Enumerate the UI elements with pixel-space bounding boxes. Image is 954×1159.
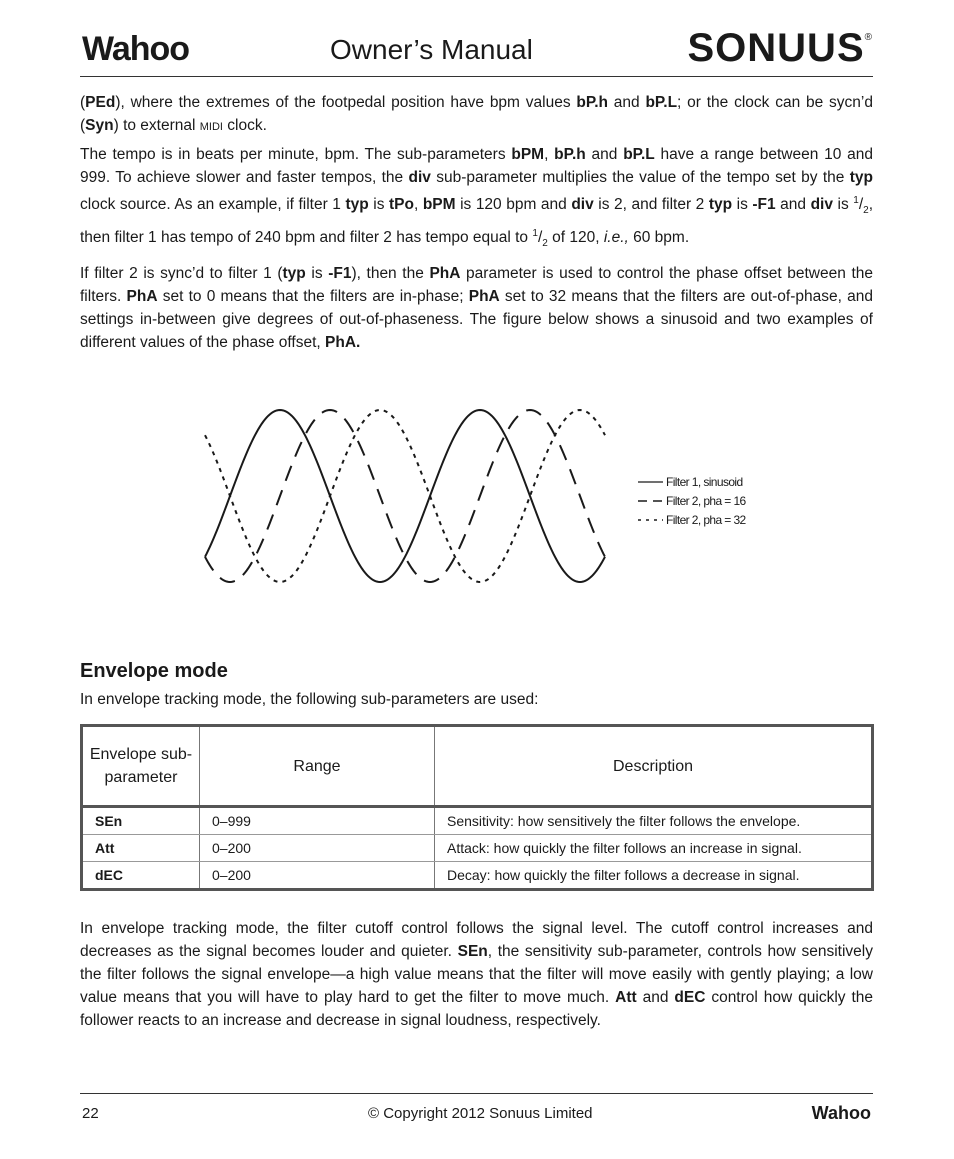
- fraction-half: $^1/_2$: [853, 195, 869, 217]
- envelope-intro-text: In envelope tracking mode, the following sub-parameters are used:: [80, 691, 539, 708]
- legend-label-filter1: Filter 1, sinusoid: [666, 475, 743, 489]
- wahoo-logo: Wahoo: [82, 30, 190, 68]
- series-line-filter1-sinusoid: [205, 410, 605, 582]
- legend-label-filter2-pha16: Filter 2, pha = 16: [666, 494, 746, 508]
- table-row: [82, 835, 873, 862]
- paragraph-clock-sync: (PEd), where the extremes of the footpedal position have bpm values bP.h and bP.L; or the clock can be sycn’d (Syn) to external MIDI clock.: [80, 94, 873, 134]
- page-header-title: Owner’s Manual: [330, 34, 533, 65]
- fraction-half: $^1/_2$: [532, 228, 548, 250]
- section-heading-envelope-mode: Envelope mode: [80, 660, 228, 682]
- cell-description: Attack: how quickly the filter follows an increase in signal.: [435, 835, 873, 862]
- cell-param: dEC: [82, 862, 200, 890]
- column-header-range: Range: [200, 726, 435, 807]
- phase-offset-chart: [200, 400, 780, 600]
- page-footer: [80, 1093, 873, 1134]
- cell-param: Att: [82, 835, 200, 862]
- paragraph-envelope-tracking: In envelope tracking mode, the filter cutoff control follows the signal level. The cutoff control increases and decreases as the signal becomes louder and quieter. SEn, the sensitivity sub-parameter, controls how sensitively the filter follows the signal envelope—a high value means that the filter will move easily with gently playing; a low value means that you will have to play hard to get the filter to move much. Att and dEC control how quickly the follower reacts to an increase and decrease in signal loudness, respectively.: [80, 920, 873, 1029]
- sonuus-logo: [687, 26, 873, 71]
- cell-range: 0–200: [200, 835, 435, 862]
- copyright-notice: © Copyright 2012 Sonuus Limited: [368, 1105, 593, 1122]
- registered-mark: ®: [864, 32, 873, 43]
- footer-brand: Wahoo: [811, 1103, 871, 1123]
- table-row: [82, 862, 873, 890]
- page-number: 22: [82, 1105, 99, 1122]
- cell-description: Sensitivity: how sensitively the filter follows the envelope.: [435, 807, 873, 835]
- cell-param: SEn: [82, 807, 200, 835]
- envelope-parameters-table: [80, 724, 874, 891]
- column-header-description: Description: [435, 726, 873, 807]
- page-header: [80, 26, 873, 77]
- table-row: [82, 807, 873, 835]
- paragraph-tempo: The tempo is in beats per minute, bpm. The sub-parameters bPM, bP.h and bP.L have a range between 10 and 999. To achieve slower and faster tempos, the div sub-parameter multiplies the value of the tempo set by the typ clock source. As an example, if filter 1 typ is tPo, bPM is 120 bpm and div is 2, and filter 2 typ is -F1 and div is $^1/_2$, then filter 1 has tempo of 240 bpm and filter 2 has tempo equal to $^1/_2$ of 120, i.e., 60 bpm.: [80, 146, 873, 250]
- cell-range: 0–999: [200, 807, 435, 835]
- cell-range: 0–200: [200, 862, 435, 890]
- cell-description: Decay: how quickly the filter follows a decrease in signal.: [435, 862, 873, 890]
- legend-label-filter2-pha32: Filter 2, pha = 32: [666, 513, 746, 527]
- table-header-row: [82, 726, 873, 807]
- paragraph-phase-offset: If filter 2 is sync’d to filter 1 (typ is -F1), then the PhA parameter is used to control the phase offset between the filters. PhA set to 0 means that the filters are in-phase; PhA set to 32 means that the filters are out-of-phase, and settings in-between give degrees of out-of-phaseness. The figure below shows a sinusoid and two examples of different values of the phase offset, PhA.: [80, 265, 873, 351]
- chart-legend: [638, 475, 747, 527]
- column-header-parameter: Envelope sub-parameter: [82, 726, 200, 807]
- sonuus-logo-text: SONUUS: [687, 26, 865, 70]
